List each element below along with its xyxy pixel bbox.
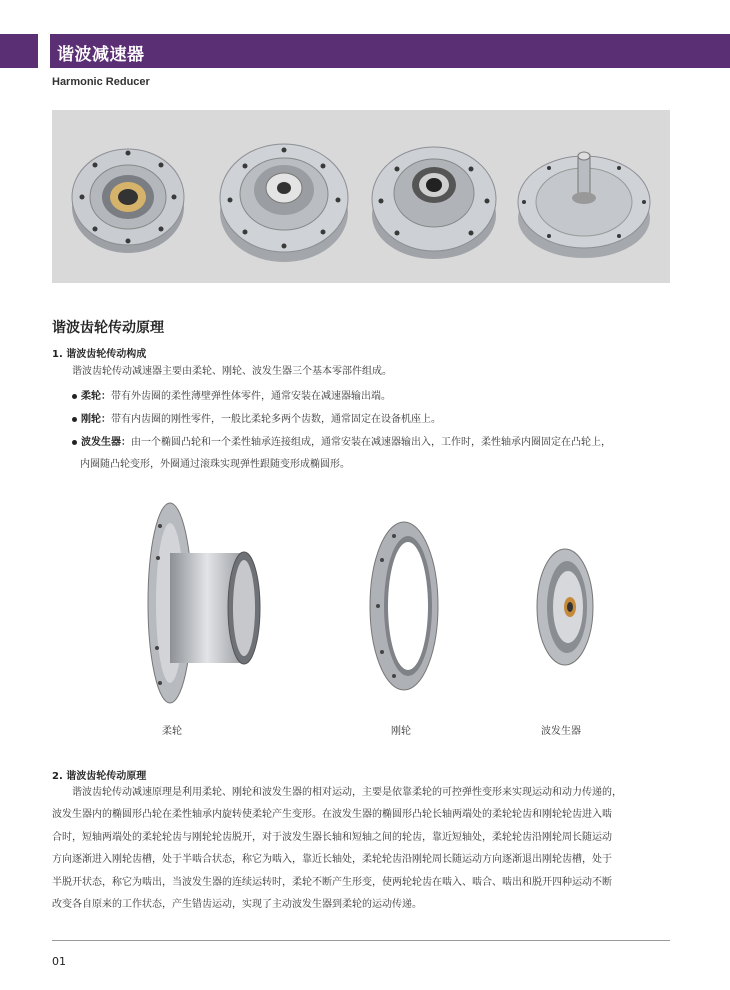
part1-intro: 谐波齿轮传动减速器主要由柔轮、刚轮、波发生器三个基本零部件组成。 [72, 366, 392, 377]
circular-spline-illustration [368, 520, 440, 692]
part-label-flexspline: 柔轮 [162, 726, 182, 737]
part-label-wave-generator: 波发生器 [541, 726, 581, 737]
reducer-photo-3 [367, 135, 502, 263]
bullet-term: 波发生器： [81, 437, 131, 448]
page-subtitle: Harmonic Reducer [52, 76, 150, 88]
part2-line: 半脱开状态，称它为啮出，当波发生器的连续运转时，柔轮不断产生形变，使两轮轮齿在啮入、啮合、啮出和脱开四种运动不断 [52, 876, 612, 888]
product-photo-panel [52, 110, 670, 283]
reducer-photo-4 [514, 140, 654, 260]
bullet-text: 带有内齿圈的刚性零件，一般比柔轮多两个齿数，通常固定在设备机座上。 [111, 414, 441, 425]
part2-line: 合时，短轴两端处的柔轮轮齿与刚轮轮齿脱开，对于波发生器长轴和短轴之间的轮齿，靠近短轴处，柔轮轮齿沿刚轮周长随运动 [52, 831, 612, 843]
bullet-dot [72, 440, 77, 445]
part2-line: 改变各自原来的工作状态，产生错齿运动，实现了主动波发生器到柔轮的运动传递。 [52, 899, 422, 911]
bullet-term: 刚轮： [81, 414, 111, 425]
part-label-circular-spline: 刚轮 [391, 726, 411, 737]
page-title: 谐波减速器 [57, 45, 145, 65]
page-number: 01 [52, 955, 66, 968]
bullet-dot [72, 417, 77, 422]
part2-line: 方向逐渐进入刚轮齿槽，处于半啮合状态，称它为啮入，靠近长轴处，柔轮轮齿沿刚轮周长随运动方向逐渐退出刚轮齿槽，处于 [52, 854, 612, 866]
bullet-text: 带有外齿圈的柔性薄壁弹性体零件，通常安装在减速器输出端。 [111, 391, 391, 402]
bullet-flexspline [72, 387, 391, 402]
header-accent-block [0, 34, 38, 68]
wave-generator-illustration [534, 545, 596, 669]
reducer-photo-2 [215, 128, 353, 266]
bullet-wave-generator-continued: 内圈随凸轮变形，外圈通过滚珠实现弹性跟随变形成椭圆形。 [80, 459, 350, 470]
bullet-dot [72, 394, 77, 399]
part2-body [52, 782, 670, 916]
flexspline-illustration [140, 498, 280, 708]
part2-line: 谐波齿轮传动减速原理是利用柔轮、刚轮和波发生器的相对运动，主要是依靠柔轮的可控弹性变形来实现运动和动力传递的， [72, 787, 622, 798]
bullet-circular-spline [72, 410, 441, 425]
part2-heading: 2. 谐波齿轮传动原理 [52, 771, 147, 782]
part1-heading: 1. 谐波齿轮传动构成 [52, 349, 147, 360]
bullet-term: 柔轮： [81, 391, 111, 402]
title-bar [50, 34, 730, 68]
part2-line: 波发生器内的椭圆形凸轮在柔性轴承内旋转使柔轮产生变形。在波发生器的椭圆形凸轮长轴两端处的柔轮轮齿和刚轮轮齿进入啮 [52, 809, 612, 821]
bullet-text: 由一个椭圆凸轮和一个柔性轴承连接组成，通常安装在减速器输出入，工作时，柔性轴承内圈固定在凸轮上， [131, 437, 611, 448]
bullet-wave-generator [72, 433, 611, 448]
section-title: 谐波齿轮传动原理 [52, 320, 164, 336]
reducer-photo-1 [68, 135, 188, 260]
footer-divider [52, 940, 670, 941]
